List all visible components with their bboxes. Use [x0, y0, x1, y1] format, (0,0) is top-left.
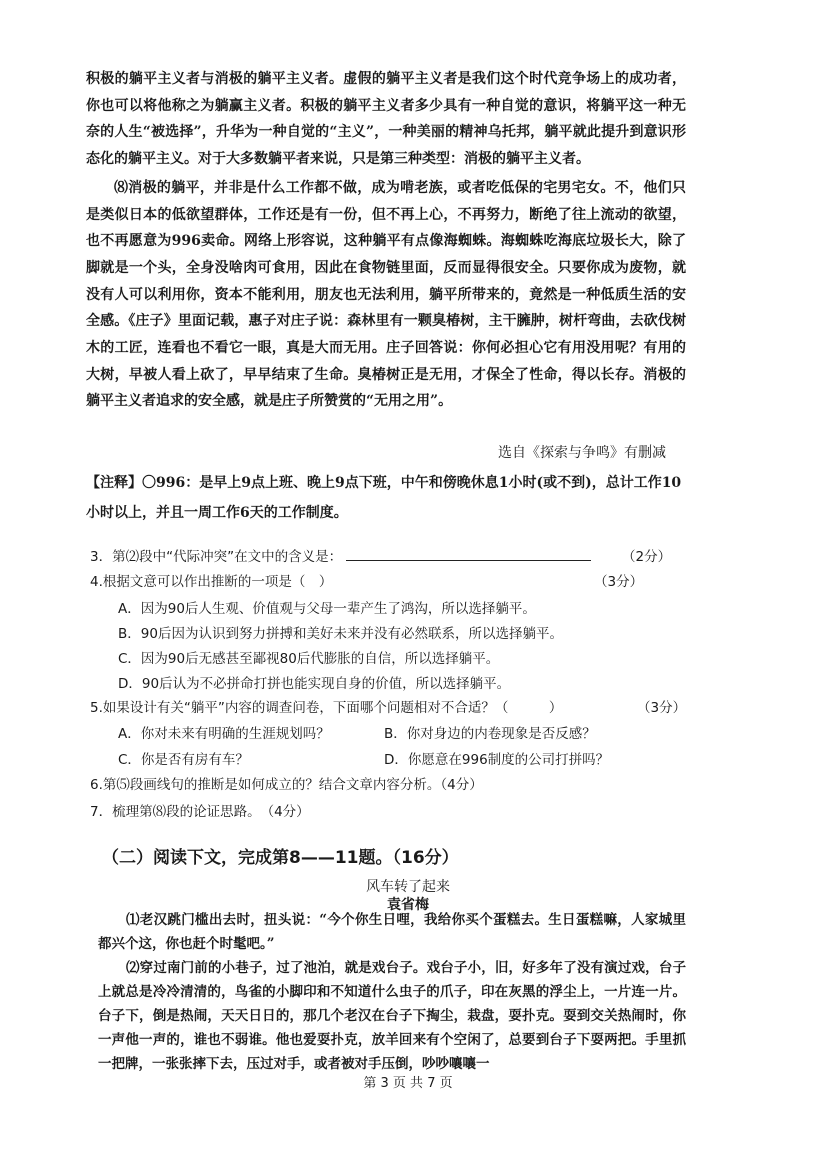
story-author: 袁省梅 — [387, 897, 429, 913]
question-5-option-a[interactable]: A．你对未来有明确的生涯规划吗？ — [118, 726, 330, 742]
question-5-option-d[interactable]: D．你愿意在996制度的公司打拼吗？ — [384, 752, 610, 768]
question-4-option-a[interactable]: A．因为90后人生观、价值观与父母一辈产生了鸿沟，所以选择躺平。 — [118, 601, 536, 617]
question-5-option-b[interactable]: B．你对身边的内卷现象是否反感？ — [384, 726, 596, 742]
question-4-option-c[interactable]: C．因为90后无感甚至鄙视80后代膨胀的自信，所以选择躺平。 — [118, 651, 500, 667]
question-6-text: 6.第⑸段画线句的推断是如何成立的？结合文章内容分析。（4分） — [90, 777, 483, 793]
story-paragraph-2: ⑵穿过南门前的小巷子，过了池泊，就是戏台子。戏台子小，旧，好多年了没有演过戏，台子上就总是冷冷清清的，鸟雀的小脚印和不知道什么虫子的爪子，印在灰黑的浮尘上，一片连一片。台子下，倒是热闹，天天日日的，那几个老汉在台子下掏尘，栽盘，耍扑克。耍到交关热闹时，你一声他一声的，谁也不弱谁。他也爱耍扑克，放羊回来有个空闲了，总要到台子下耍两把。手里抓一把牌，一张张摔下去，压过对手，或者被对手压倒，吵吵嚷嚷一 — [98, 960, 686, 1072]
question-5-text: 5.如果设计有关“躺平”内容的调查问卷，下面哪个问题相对不合适？（ ） — [90, 700, 563, 716]
question-5-option-c[interactable]: C．你是否有房有车？ — [118, 752, 249, 768]
story-paragraph-1: ⑴老汉跳门槛出去时，扭头说：“今个你生日哩，我给你买个蛋糕去。生日蛋糕嘛，人家城里都兴个这，你也赶个时髦吧。” — [98, 912, 686, 952]
question-5-score: （3分） — [637, 700, 687, 716]
question-3-text: 3．第⑵段中“代际冲突”在文中的含义是： — [90, 549, 343, 565]
question-3 — [90, 545, 595, 565]
page-footer: 第 3 页 共 7 页 — [363, 1076, 453, 1091]
question-3-score: （2分） — [622, 549, 672, 565]
question-7-text: 7．梳理第⑻段的论证思路。 （4分） — [90, 804, 310, 820]
passage-paragraph-1: 积极的躺平主义者与消极的躺平主义者。虚假的躺平主义者是我们这个时代竞争场上的成功者，你也可以将他称之为躺赢主义者。积极的躺平主义者多少具有一种自觉的意识，将躺平这一种无奈的人生“被选择”，升华为一种自觉的“主义”，一种美丽的精神乌托邦，躺平就此提升到意识形态化的躺平主义。对于大多数躺平者来说，只是第三种类型：消极的躺平主义者。 — [86, 71, 686, 168]
story-title: 风车转了起来 — [366, 879, 450, 895]
question-4-score: （3分） — [594, 574, 644, 590]
passage-paragraph-8: ⑻消极的躺平，并非是什么工作都不做，成为啃老族，或者吃低保的宅男宅女。不，他们只是类似日本的低欲望群体，工作还是有一份，但不再上心，不再努力，断绝了往上流动的欲望，也不再愿意为996卖命。网络上形容说，这种躺平有点像海蜘蛛。海蜘蛛吃海底垃圾长大，除了脚就是一个头，全身没啥肉可食用，因此在食物链里面，反而显得很安全。只要你成为废物，就没有人可以利用你，资本不能利用，朋友也无法利用，躺平所带来的，竟然是一种低质生活的安全感。《庄子》里面记载，惠子对庄子说：森林里有一颗臭椿树，主干臃肿，树杆弯曲，去砍伐树木的工匠，连看也不看它一眼，真是大而无用。庄子回答说：你何必担心它有用没用呢？有用的大树，早被人看上砍了，早早结束了生命。臭椿树正是无用，才保全了性命，得以长存。消极的躺平主义者追求的安全感，就是庄子所赞赏的“无用之用”。 — [86, 179, 686, 410]
passage-source: 选自《探索与争鸣》有删减 — [498, 445, 666, 461]
question-4-option-d[interactable]: D．90后认为不必拼命打拼也能实现自身的价值，所以选择躺平。 — [118, 676, 511, 692]
answer-blank[interactable] — [346, 547, 591, 561]
story-body — [98, 908, 686, 1076]
question-4-option-b[interactable]: B．90后因为认识到努力拼搏和美好未来并没有必然联系，所以选择躺平。 — [118, 626, 563, 642]
passage-block-top — [86, 66, 686, 415]
question-4-text: 4.根据文意可以作出推断的一项是（ ） — [90, 574, 333, 590]
passage-note: 【注释】〇996：是早上9点上班、晚上9点下班，中午和傍晚休息1小时(或不到)，总计工作10小时以上，并且一周工作6天的工作制度。 — [86, 475, 682, 521]
section-2-heading: （二）阅读下文，完成第8——11题。（16分） — [102, 848, 459, 868]
